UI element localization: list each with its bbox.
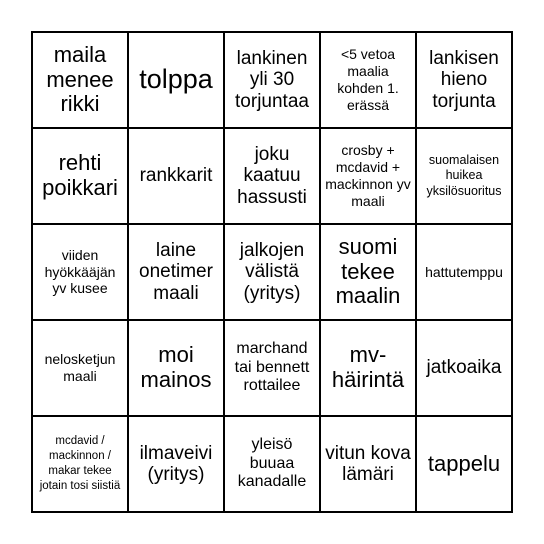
bingo-cell-r1-c3[interactable]: lankinen yli 30 torjuntaa (224, 32, 320, 128)
bingo-cell-r2-c5[interactable]: suomalaisen huikea yksilösuoritus (416, 128, 512, 224)
bingo-cell-r2-c4[interactable]: crosby + mcdavid + mackinnon yv maali (320, 128, 416, 224)
bingo-cell-r5-c3[interactable]: yleisö buuaa kanadalle (224, 416, 320, 512)
bingo-cell-r1-c2[interactable]: tolppa (128, 32, 224, 128)
bingo-cell-r1-c5[interactable]: lankisen hieno torjunta (416, 32, 512, 128)
bingo-cell-r3-c3[interactable]: jalkojen välistä (yritys) (224, 224, 320, 320)
bingo-cell-r3-c2[interactable]: laine onetimer maali (128, 224, 224, 320)
bingo-board (31, 31, 513, 513)
bingo-cell-r2-c1[interactable]: rehti poikkari (32, 128, 128, 224)
bingo-cell-r4-c2[interactable]: moi mainos (128, 320, 224, 416)
bingo-cell-r4-c5[interactable]: jatkoaika (416, 320, 512, 416)
bingo-cell-r2-c2[interactable]: rankkarit (128, 128, 224, 224)
bingo-cell-r3-c4[interactable]: suomi tekee maalin (320, 224, 416, 320)
bingo-cell-r3-c1[interactable]: viiden hyökkääjän yv kusee (32, 224, 128, 320)
bingo-cell-r5-c2[interactable]: ilmaveivi (yritys) (128, 416, 224, 512)
bingo-cell-r5-c1[interactable]: mcdavid / mackinnon / makar tekee jotain tosi siistiä (32, 416, 128, 512)
bingo-cell-r5-c5[interactable]: tappelu (416, 416, 512, 512)
bingo-cell-r4-c1[interactable]: nelosketjun maali (32, 320, 128, 416)
bingo-cell-r4-c4[interactable]: mv-häirintä (320, 320, 416, 416)
bingo-cell-r2-c3[interactable]: joku kaatuu hassusti (224, 128, 320, 224)
bingo-cell-r4-c3[interactable]: marchand tai bennett rottailee (224, 320, 320, 416)
bingo-cell-r1-c4[interactable]: <5 vetoa maalia kohden 1. erässä (320, 32, 416, 128)
bingo-cell-r1-c1[interactable]: maila menee rikki (32, 32, 128, 128)
bingo-cell-r3-c5[interactable]: hattutemppu (416, 224, 512, 320)
bingo-cell-r5-c4[interactable]: vitun kova lämäri (320, 416, 416, 512)
